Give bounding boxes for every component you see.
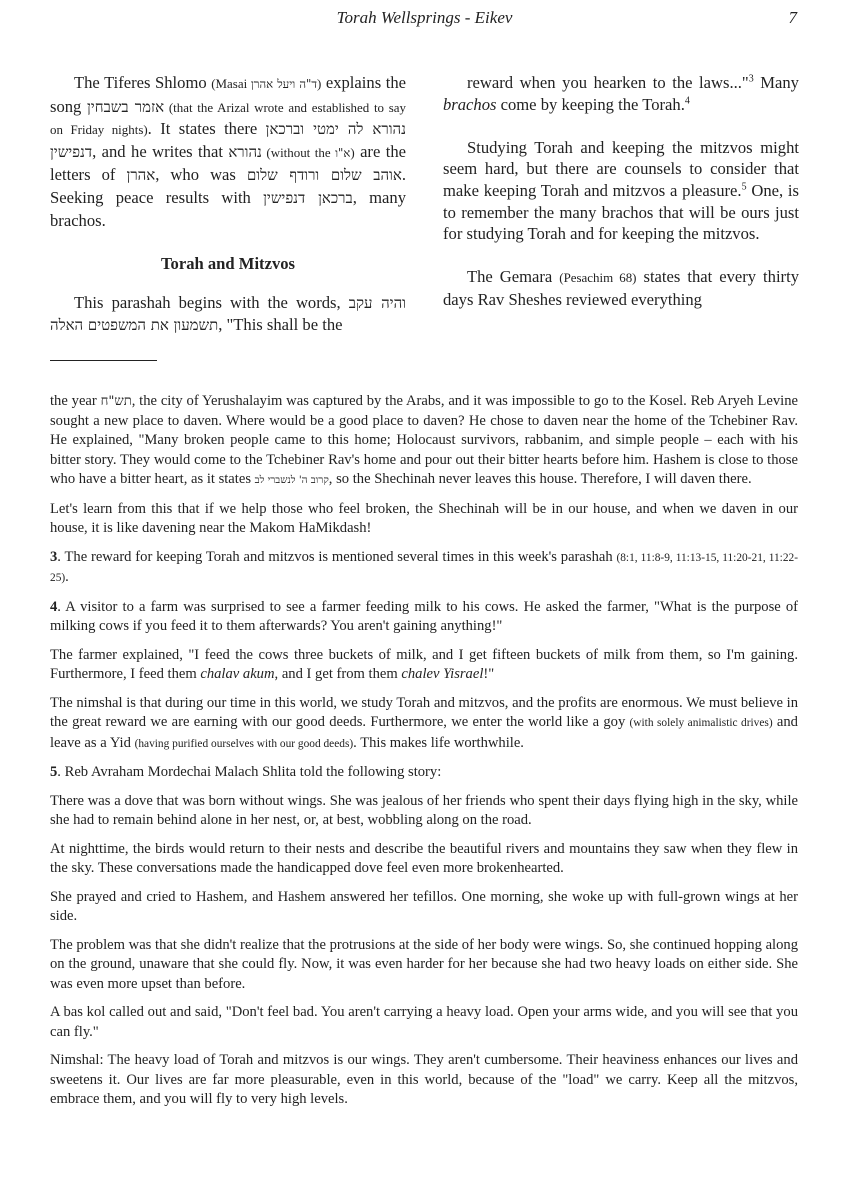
text-run: , and I get from them <box>274 666 402 682</box>
text-run: , "This shall be the <box>218 315 343 335</box>
text-run: The problem was that she didn't realize that the protrusions at the side of her body were wings. So, she continued hopping along on the ground, unaware that she could fly. Now, it was even harder for her because she had two heavy loads on either side. She was even more upset than before. <box>50 936 798 992</box>
text-run: The nimshal is that during our time in this world, we study Torah and mitzvos, and the profits are enormous. We must believe in the great reward we are earning with our good deeds. Furthermore, we enter the world like a goy <box>50 694 798 730</box>
text-run: , the city of Yerushalayim was captured by the Arabs, and it was impossible to go to the Kosel. Reb Aryeh Levine sought a new place to daven. Where would be a good place to daven? He chose to daven near the home of the Tchebiner Rav. He explained, "Many broken people came to this home; Holocaust survivors, rabbanim, and simple people – each with his bitter story. They would come to the Tchebiner Rav's home and pour out their bitter hearts before him. Hashem is close to those who have a bitter heart, as it states <box>50 393 798 487</box>
paragraph <box>443 266 799 310</box>
section-heading: Torah and Mitzvos <box>161 254 295 274</box>
text-run: 4 <box>50 598 58 615</box>
text-run: brachos <box>443 94 497 114</box>
paragraph <box>443 137 799 245</box>
text-run: . This makes life worthwhile. <box>353 734 524 751</box>
right-column <box>443 72 799 332</box>
paragraph <box>50 292 406 337</box>
hebrew-text: א"ו <box>335 145 351 160</box>
text-run: (having purified ourselves with our good deeds) <box>134 737 354 750</box>
footnote-ref: 3 <box>748 73 754 85</box>
text-run: ) <box>350 144 355 160</box>
hebrew-text: קרוב ה' לנשברי לב <box>254 475 329 486</box>
text-run: . The reward for keeping Torah and mitzvos is mentioned several times in this week's parashah <box>57 548 617 565</box>
hebrew-text: ברכאן דנפישין <box>263 188 353 207</box>
paragraph <box>50 888 798 927</box>
text-run: , many brachos. <box>50 187 406 230</box>
paragraph <box>50 646 798 685</box>
paragraph <box>50 694 798 755</box>
paragraph <box>50 72 406 231</box>
hebrew-text: תש"ח <box>100 394 132 409</box>
hebrew-text: אזמר בשבחין <box>87 97 165 116</box>
text-run: and leave as a Yid <box>50 714 798 751</box>
hebrew-text: ד"ה ויעל אהרן <box>250 77 317 91</box>
text-run: The Gemara <box>467 267 560 287</box>
page-header <box>0 4 849 32</box>
footnote-divider <box>50 360 157 361</box>
footnote-ref: 4 <box>684 95 690 107</box>
text-run: , so the Shechinah never leaves this house. Therefore, I will daven there. <box>328 471 752 487</box>
hebrew-text: אהרן <box>126 166 156 185</box>
paragraph <box>50 392 798 491</box>
text-run: chalev Yisrael <box>401 666 484 682</box>
text-run: , who was <box>155 165 247 185</box>
text-run: (that the Arizal wrote and established to say on Friday nights) <box>50 99 407 138</box>
text-run: states that every thirty days Rav Sheshes reviewed everything <box>443 267 799 309</box>
text-run: (Masai <box>211 76 251 91</box>
paragraph <box>50 792 798 831</box>
text-run: She prayed and cried to Hashem, and Hashem answered her tefillos. One morning, she woke up with full-grown wings at her side. <box>50 888 798 924</box>
hebrew-text: נהורא <box>228 142 262 161</box>
left-paragraphs-after-heading <box>50 292 406 337</box>
text-run: (8:1, 11:8-9, 11:13-15, 11:20-21, 11:22-25) <box>50 551 798 584</box>
footnotes <box>50 392 798 1119</box>
text-run: , and he writes that <box>92 141 229 161</box>
text-run: 3 <box>50 548 58 565</box>
text-run: The farmer explained, "I feed the cows three buckets of milk, and I get fifteen buckets of milk from them, so I'm gaining. Furthermore, I feed them <box>50 646 798 682</box>
paragraph <box>50 1051 798 1110</box>
text-run: are the letters of <box>50 141 407 185</box>
running-title: Torah Wellsprings - Eikev <box>336 8 513 27</box>
text-run: The Tiferes Shlomo <box>74 73 212 92</box>
text-run: Let's learn from this that if we help those who feel broken, the Shechinah will be in our house, and when we daven in our house, it is like davening near the Makom HaMikdash! <box>50 500 798 536</box>
paragraph <box>50 500 798 539</box>
paragraph <box>50 936 798 995</box>
hebrew-text: והיה עקב תשמעון את המשפטים האלה <box>50 293 406 335</box>
text-run: . A visitor to a farm was surprised to see a farmer feeding milk to his cows. He asked the farmer, "What is the purpose of milking cows if you feed it to them afterwards? You aren't gaining anything!" <box>50 598 798 634</box>
text-run: . <box>65 569 69 585</box>
footnote-paragraphs <box>50 392 798 1110</box>
text-run: At nighttime, the birds would return to their nests and describe the beautiful rivers and mountains they saw when they flew in the sky. These conversations made the handicapped dove feel even more brokenhearted. <box>50 840 798 876</box>
page-number: 7 <box>788 8 797 27</box>
text-run: One, is to remember the many brachos that will be ours just for studying Torah and for keeping the mitzvos. <box>443 180 799 244</box>
left-column <box>50 72 406 359</box>
text-run: Nimshal: The heavy load of Torah and mitzvos is our wings. They aren't cumbersome. Their heaviness enhances our lives and sweetens it. Our lives are far more pleasurable, even in this world, because of the "load" we carry. Keep all the mitzvos, embrace them, and you will fly to very high levels. <box>50 1052 798 1107</box>
text-run: A bas kol called out and said, "Don't feel bad. You aren't carrying a heavy load. Open your arms wide, and you will see that you can fly." <box>50 1004 798 1040</box>
text-run: explains the song <box>50 73 406 116</box>
text-run: (with solely animalistic drives) <box>629 717 773 729</box>
text-run: chalav akum <box>200 666 275 682</box>
text-run: . Seeking peace results with <box>50 165 407 207</box>
text-run: This parashah begins with the words, <box>74 292 349 312</box>
text-run: There was a dove that was born without wings. She was jealous of her friends who spent their days flying high in the sky, while she had to remain behind alone in her nest, or, at best, wobbling along on the road. <box>50 792 798 828</box>
text-run: (Pesachim 68) <box>559 270 637 286</box>
text-run: reward when you hearken to the laws..." <box>467 73 749 92</box>
text-run: Studying Torah and keeping the mitzvos might seem hard, but there are counsels to consider that make keeping Torah and mitzvos a pleasure. <box>443 137 799 200</box>
paragraph <box>50 840 798 879</box>
left-paragraphs <box>50 72 406 231</box>
text-run: (without the <box>261 144 336 160</box>
text-run: come by keeping the Torah. <box>496 94 685 114</box>
right-paragraphs <box>443 72 799 311</box>
text-run: . Reb Avraham Mordechai Malach Shlita told the following story: <box>57 764 442 780</box>
paragraph <box>50 598 798 637</box>
text-run: the year <box>50 393 101 409</box>
hebrew-text: אוהב שלום ורודף שלום <box>246 166 402 185</box>
text-run: . It states there <box>147 119 266 139</box>
paragraph <box>50 763 798 783</box>
text-run: Many <box>753 73 799 92</box>
text-run: ) <box>316 76 322 91</box>
text-run: 5 <box>50 764 58 780</box>
text-run: !" <box>483 666 495 682</box>
paragraph <box>50 1003 798 1042</box>
hebrew-text: נהורא לה ימטי וברכאן דנפישין <box>50 120 406 161</box>
footnote-ref: 5 <box>741 181 747 193</box>
paragraph <box>443 72 799 115</box>
paragraph <box>50 548 798 589</box>
